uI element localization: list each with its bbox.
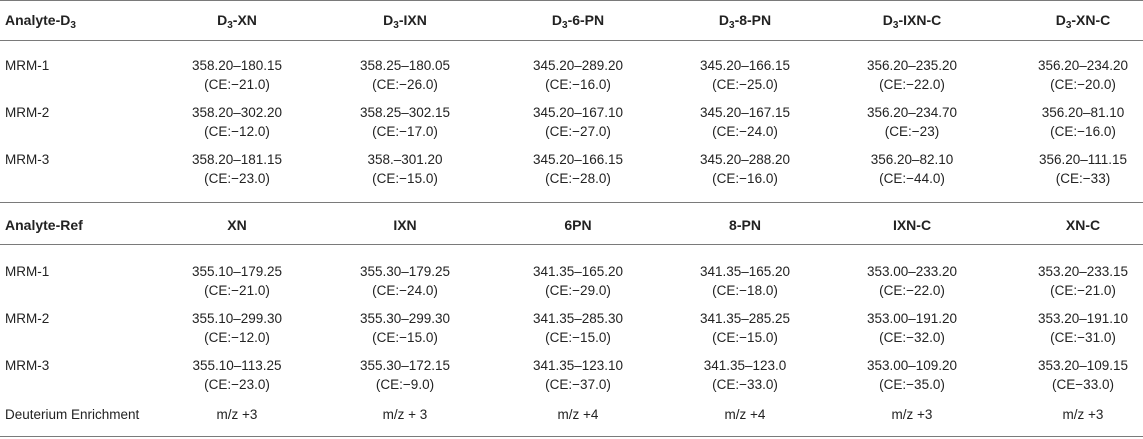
transition-value: 355.30–172.15	[359, 358, 451, 373]
header-analyte-d3	[5, 11, 76, 30]
collision-energy: (CE:−18.0)	[712, 283, 778, 298]
table-cell	[832, 309, 992, 347]
collision-energy: (CE:−21.0)	[1050, 283, 1116, 298]
collision-energy: (CE:−16.0)	[1050, 124, 1116, 139]
column-header: 6PN	[564, 217, 592, 233]
transition-value: 355.10–179.25	[191, 264, 283, 279]
transition-value: 345.20–166.15	[532, 152, 624, 167]
table-cell	[1003, 56, 1143, 94]
collision-energy: (CE:−17.0)	[372, 124, 438, 139]
table-cell	[325, 150, 485, 188]
collision-energy: (CE:−12.0)	[204, 330, 270, 345]
table-cell	[665, 150, 825, 188]
row-label: MRM-3	[5, 152, 50, 167]
table-cell	[1003, 150, 1143, 188]
row-label: MRM-3	[5, 358, 50, 373]
collision-energy: (CE:−15.0)	[372, 171, 438, 186]
table-cell	[498, 103, 658, 141]
enrichment-cell: m/z +4	[557, 407, 599, 422]
transition-value: 358.25–180.05	[359, 58, 451, 73]
collision-energy: (CE:−15.0)	[712, 330, 778, 345]
row-label: MRM-1	[5, 58, 50, 73]
transition-value: 355.30–179.25	[359, 264, 451, 279]
table-cell	[498, 356, 658, 394]
table-cell	[665, 356, 825, 394]
collision-energy: (CE:−37.0)	[545, 377, 611, 392]
table-cell	[325, 262, 485, 300]
collision-energy: (CE:−28.0)	[545, 171, 611, 186]
table-cell	[157, 262, 317, 300]
column-header: 8-PN	[729, 217, 761, 233]
table-cell	[832, 56, 992, 94]
transition-value: 356.20–235.20	[866, 58, 958, 73]
table-cell	[325, 356, 485, 394]
column-header: IXN-C	[892, 217, 932, 233]
transition-value: 358.–301.20	[367, 152, 443, 167]
collision-energy: (CE:−27.0)	[545, 124, 611, 139]
table-cell	[498, 262, 658, 300]
header-rule-2	[0, 244, 1143, 245]
enrichment-cell: m/z +3	[891, 407, 933, 422]
table-cell	[157, 56, 317, 94]
transition-value: 356.20–111.15	[1038, 152, 1128, 167]
collision-energy: (CE:−29.0)	[545, 283, 611, 298]
table-cell	[1003, 103, 1143, 141]
table-cell	[665, 56, 825, 94]
table-cell	[832, 103, 992, 141]
transition-value: 345.20–289.20	[532, 58, 624, 73]
transition-value: 355.10–299.30	[191, 311, 283, 326]
column-header: $D_3$-IXN	[383, 12, 427, 31]
table-cell	[1003, 309, 1143, 347]
collision-energy: (CE:−35.0)	[879, 377, 945, 392]
transition-value: 356.20–234.20	[1037, 58, 1129, 73]
enrichment-cell: m/z +3	[1062, 407, 1104, 422]
header-rule-1	[0, 40, 1143, 41]
table-cell	[832, 356, 992, 394]
transition-value: 341.35–165.20	[532, 264, 624, 279]
column-header: $D_3-6-PN$	[551, 12, 605, 31]
transition-value: 355.30–299.30	[359, 311, 451, 326]
column-header: $D_3-XN$	[217, 12, 257, 31]
collision-energy: (CE:−25.0)	[712, 77, 778, 92]
table-cell	[325, 309, 485, 347]
table-cell	[498, 56, 658, 94]
transition-value: 345.20–288.20	[699, 152, 791, 167]
transition-value: 345.20–167.10	[532, 105, 624, 120]
table-cell	[665, 262, 825, 300]
row-label-enrichment: Deuterium Enrichment	[5, 407, 140, 422]
collision-energy: (CE:−21.0)	[204, 283, 270, 298]
collision-energy: (CE:−33)	[1055, 171, 1111, 186]
collision-energy: (CE:−16.0)	[712, 171, 778, 186]
transition-value: 353.20–191.10	[1037, 311, 1129, 326]
transition-value: 356.20–234.70	[866, 105, 958, 120]
collision-energy: (CE:−31.0)	[1050, 330, 1116, 345]
transition-value: 358.25–302.15	[359, 105, 451, 120]
collision-energy: (CE:−21.0)	[204, 77, 270, 92]
table-cell	[832, 150, 992, 188]
transition-value: 353.00–109.20	[866, 358, 958, 373]
column-header: IXN	[393, 217, 417, 233]
collision-energy: (CE:−15.0)	[372, 330, 438, 345]
transition-value: 353.20–233.15	[1037, 264, 1129, 279]
row-label: MRM-2	[5, 311, 50, 326]
transition-value: 358.20–180.15	[191, 58, 283, 73]
transition-value: 341.35–165.20	[699, 264, 791, 279]
column-header: XN	[227, 217, 247, 233]
table-cell	[325, 103, 485, 141]
table-cell	[157, 150, 317, 188]
collision-energy: (CE:−23)	[884, 124, 940, 139]
collision-energy: (CE:−23.0)	[204, 171, 270, 186]
collision-energy: (CE:−44.0)	[879, 171, 945, 186]
collision-energy: (CE:−12.0)	[204, 124, 270, 139]
transition-value: 356.20–82.10	[870, 152, 954, 167]
collision-energy: (CE:−33.0)	[712, 377, 778, 392]
top-rule	[0, 0, 1143, 1]
collision-energy: (CE:−9.0)	[375, 377, 435, 392]
collision-energy: (CE:−15.0)	[545, 330, 611, 345]
table-cell	[498, 309, 658, 347]
table-cell	[832, 262, 992, 300]
collision-energy: (CE:−32.0)	[879, 330, 945, 345]
column-header: $D_3-IXN-C$	[882, 12, 942, 31]
column-header: $D_3-8-PN$	[718, 12, 772, 31]
enrichment-cell: m/z +3	[216, 407, 258, 422]
table-cell	[157, 356, 317, 394]
transition-value: 341.35–123.10	[532, 358, 624, 373]
transition-value: 353.00–233.20	[866, 264, 958, 279]
column-header: $D_3-XN-C$	[1055, 12, 1111, 31]
collision-energy: (CE:−22.0)	[879, 77, 945, 92]
transition-value: 345.20–167.15	[699, 105, 791, 120]
transition-value: 353.20–109.15	[1037, 358, 1129, 373]
bottom-rule	[0, 436, 1143, 437]
collision-energy: (CE:−24.0)	[712, 124, 778, 139]
enrichment-cell: m/z + 3	[382, 407, 428, 422]
table-cell	[325, 56, 485, 94]
table-cell	[665, 103, 825, 141]
table-cell	[1003, 356, 1143, 394]
table-cell	[1003, 262, 1143, 300]
table-cell	[498, 150, 658, 188]
header-label: Analyte-$D_3$	[5, 12, 76, 31]
table-cell	[157, 309, 317, 347]
collision-energy: (CE:−26.0)	[372, 77, 438, 92]
transition-value: 341.35–285.30	[532, 311, 624, 326]
collision-energy: (CE:−24.0)	[372, 283, 438, 298]
collision-energy: (CE−33.0)	[1052, 377, 1114, 392]
enrichment-cell: m/z +4	[724, 407, 766, 422]
collision-energy: (CE:−16.0)	[545, 77, 611, 92]
row-label: MRM-1	[5, 264, 50, 279]
collision-energy: (CE:−23.0)	[204, 377, 270, 392]
transition-value: 345.20–166.15	[699, 58, 791, 73]
transition-value: 341.35–285.25	[699, 311, 791, 326]
transition-value: 355.10–113.25	[192, 358, 282, 373]
column-header: XN-C	[1065, 217, 1101, 233]
transition-value: 353.00–191.20	[866, 311, 958, 326]
transition-value: 358.20–302.20	[191, 105, 283, 120]
transition-value: 356.20–81.10	[1041, 105, 1125, 120]
transition-value: 341.35–123.0	[703, 358, 787, 373]
transition-value: 358.20–181.15	[191, 152, 283, 167]
collision-energy: (CE:−22.0)	[879, 283, 945, 298]
collision-energy: (CE:−20.0)	[1050, 77, 1116, 92]
row-label: MRM-2	[5, 105, 50, 120]
section-rule	[0, 202, 1143, 203]
header-analyte-ref: Analyte-Ref	[5, 217, 83, 233]
table-cell	[665, 309, 825, 347]
table-cell	[157, 103, 317, 141]
